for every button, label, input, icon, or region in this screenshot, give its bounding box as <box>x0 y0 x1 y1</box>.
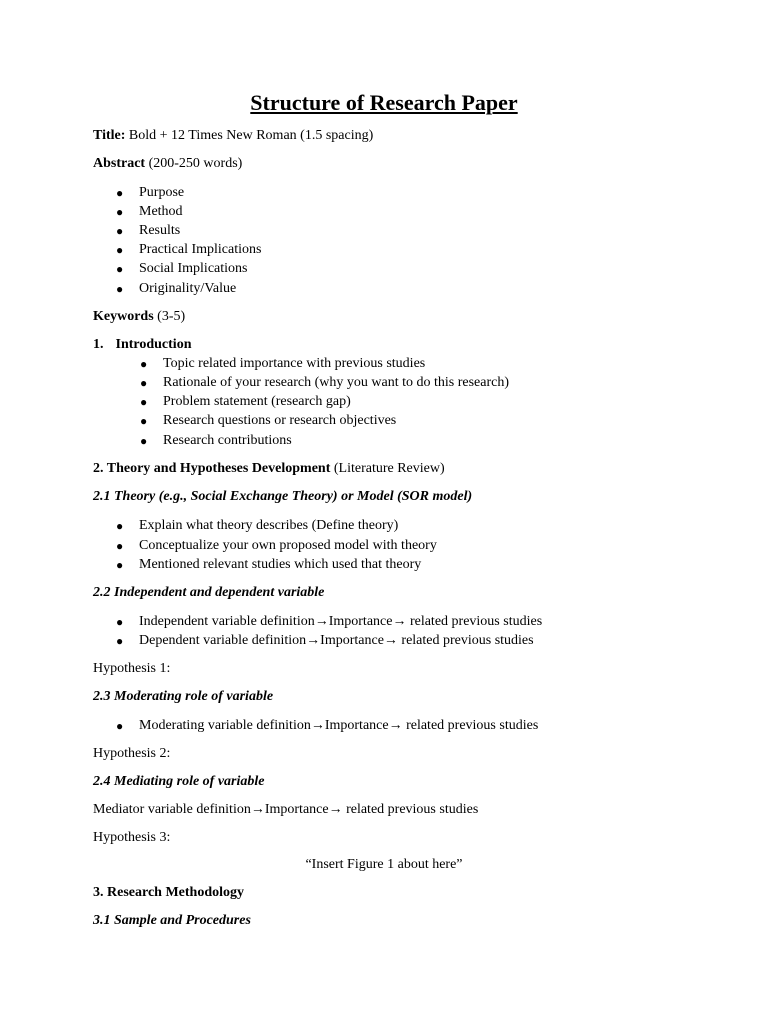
list-item: Topic related importance with previous studies <box>163 356 426 371</box>
section-1-heading <box>93 337 191 353</box>
keywords-text: (3-5) <box>153 309 186 324</box>
keywords-line <box>93 309 185 325</box>
list-item: Practical Implications <box>139 242 262 257</box>
bullet-icon: ● <box>116 262 124 276</box>
section-2-label: 2. Theory and Hypotheses Development <box>93 461 331 476</box>
list-item: Originality/Value <box>139 281 237 296</box>
subsection-2-3-heading: 2.3 Moderating role of variable <box>93 689 274 704</box>
bullet-icon: ● <box>116 539 124 553</box>
keywords-label: Keywords <box>93 309 154 324</box>
bullet-icon: ● <box>116 243 124 257</box>
abstract-text: (200-250 words) <box>145 156 243 171</box>
subsection-2-2-heading: 2.2 Independent and dependent variable <box>93 585 325 600</box>
bullet-icon: ● <box>116 558 124 572</box>
bullet-icon: ● <box>116 519 124 533</box>
bullet-icon: ● <box>116 634 124 648</box>
mediator-text: Mediator variable definition→Importance→ related previous studies <box>93 802 479 817</box>
bullet-icon: ● <box>116 615 124 629</box>
section-2-heading <box>93 461 445 477</box>
subsection-2-4-heading: 2.4 Mediating role of variable <box>93 774 265 789</box>
section-1-label: Introduction <box>115 337 192 352</box>
bullet-icon: ● <box>116 186 124 200</box>
abstract-label: Abstract <box>93 156 146 171</box>
list-item: Research contributions <box>163 433 292 448</box>
list-item: Independent variable definition→Importance→ related previous studies <box>139 614 543 629</box>
bullet-icon: ● <box>116 224 124 238</box>
list-item: Mentioned relevant studies which used that theory <box>139 557 422 572</box>
bullet-icon: ● <box>140 414 148 428</box>
hypothesis-2: Hypothesis 2: <box>93 746 171 761</box>
section-3-heading: 3. Research Methodology <box>93 885 244 900</box>
title-label: Title: <box>93 128 126 143</box>
figure-placeholder-note: “Insert Figure 1 about here” <box>305 857 463 872</box>
bullet-icon: ● <box>116 282 124 296</box>
list-item: Rationale of your research (why you want to do this research) <box>163 375 509 390</box>
page-title: Structure of Research Paper <box>250 90 518 115</box>
hypothesis-1: Hypothesis 1: <box>93 661 171 676</box>
bullet-icon: ● <box>140 434 148 448</box>
list-item: Explain what theory describes (Define theory) <box>139 518 399 533</box>
title-spec-line <box>93 128 373 144</box>
abstract-line <box>93 156 242 172</box>
list-item: Dependent variable definition→Importance→ related previous studies <box>139 633 534 648</box>
section-2-text: (Literature Review) <box>330 461 445 476</box>
list-item: Problem statement (research gap) <box>163 394 351 409</box>
bullet-icon: ● <box>140 357 148 371</box>
list-item: Results <box>139 223 181 238</box>
bullet-icon: ● <box>116 719 124 733</box>
list-item: Purpose <box>139 185 185 200</box>
subsection-3-1-heading: 3.1 Sample and Procedures <box>93 913 251 928</box>
list-item: Research questions or research objectives <box>163 413 397 428</box>
bullet-icon: ● <box>116 205 124 219</box>
bullet-icon: ● <box>140 395 148 409</box>
list-item: Conceptualize your own proposed model with theory <box>139 538 437 553</box>
bullet-icon: ● <box>140 376 148 390</box>
list-item: Method <box>139 204 183 219</box>
subsection-2-1-heading: 2.1 Theory (e.g., Social Exchange Theory) or Model (SOR model) <box>93 489 473 504</box>
list-item: Moderating variable definition→Importance→ related previous studies <box>139 718 539 733</box>
hypothesis-3: Hypothesis 3: <box>93 830 171 845</box>
list-item: Social Implications <box>139 261 248 276</box>
section-1-number: 1. <box>93 337 104 352</box>
title-spec-text: Bold + 12 Times New Roman (1.5 spacing) <box>125 128 374 143</box>
